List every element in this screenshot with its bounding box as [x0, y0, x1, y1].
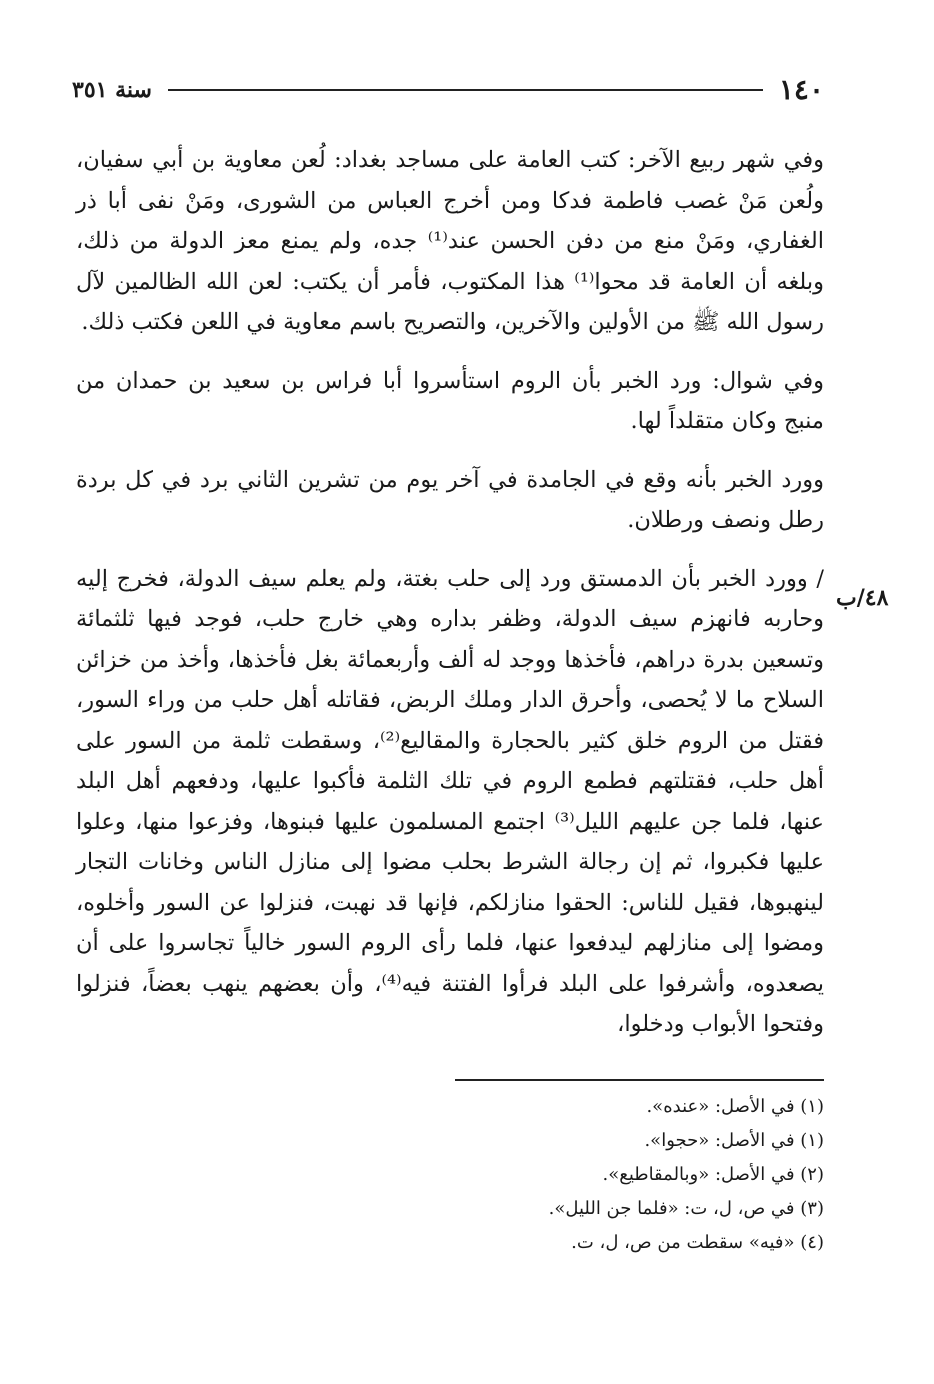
running-head-year: سنة ٣٥١ [72, 77, 152, 103]
footnote: (١) في الأصل: «حجوا». [644, 1130, 824, 1151]
footnote: (٤) «فيه» سقطت من ص، ل، ت. [571, 1232, 824, 1253]
paragraph: / وورد الخبر بأن الدمستق ورد إلى حلب بغتة، ولم يعلم سيف الدولة، فخرج إليه وحاربه فانهزم سيف الدولة، وظفر بداره وهي خارج حلب، فوجد فيها ثلثمائة وتسعين بدرة دراهم، فأخذها ووجد له ألف وأربعمائة بغل فأخذها، وأخذ من خزائن السلاح ما لا يُحصى، وأحرق الدار وملك الربض، فقاتله أهل حلب من وراء السور، فقتل من الروم خلق كثير بالحجارة والمقاليع⁽²⁾، وسقطت ثلمة من السور على أهل حلب، فقتلتهم فطمع الروم في تلك الثلمة فأكبوا عليها، ودفعهم أهل البلد عنها، فلما جن عليهم الليل⁽³⁾ اجتمع المسلمون عليها فبنوها، وفزعوا منها، وعلوا عليها فكبروا، ثم إن رجالة الشرط بحلب مضوا إلى منازل الناس وخانات التجار لينهبوها، فقيل للناس: الحقوا منازلكم، فإنها قد نهبت، فنزلوا عن السور وأخلوه، ومضوا إلى منازلهم ليدفعوا عنها، فلما رأى الروم السور خالياً تجاسروا على أن يصعدوه، وأشرفوا على البلد فرأوا الفتنة فيه⁽⁴⁾، وأن بعضهم ينهب بعضاً، فنزلوا وفتحوا الأبواب ودخلوا، [76, 565, 824, 1037]
folio-marker: ٤٨/ب [836, 585, 889, 611]
page-header [72, 70, 824, 110]
footnote: (٣) في ص، ل، ت: «فلما جن الليل». [548, 1198, 824, 1219]
paragraph: وفي شوال: ورد الخبر بأن الروم استأسروا أبا فراس بن سعيد بن حمدان من منبج وكان متقلداً لها. [76, 367, 824, 434]
paragraph: وورد الخبر بأنه وقع في الجامدة في آخر يوم من تشرين الثاني برد في كل بردة رطل ونصف ورطلان. [76, 466, 824, 533]
header-divider [168, 89, 763, 91]
footnotes [76, 1090, 824, 1260]
page-number: ١٤٠ [778, 73, 824, 106]
footnote-divider [455, 1079, 824, 1081]
footnote: (١) في الأصل: «عنده». [646, 1096, 824, 1117]
footnote: (٢) في الأصل: «وبالمقاطيع». [602, 1164, 824, 1185]
main-text [76, 140, 824, 1045]
paragraph: وفي شهر ربيع الآخر: كتب العامة على مساجد بغداد: لُعن معاوية بن أبي سفيان، ولُعن مَنْ غصب فاطمة فدكا ومن أخرج العباس من الشورى، ومَنْ نفى أبا ذر الغفاري، ومَنْ منع من دفن الحسن عند⁽¹⁾ جده، ولم يمنع معز الدولة من ذلك، وبلغه أن العامة قد محوا⁽¹⁾ هذا المكتوب، فأمر أن يكتب: لعن الله الظالمين لآل رسول الله ﷺ من الأولين والآخرين، والتصريح باسم معاوية في اللعن فكتب ذلك. [76, 147, 824, 335]
